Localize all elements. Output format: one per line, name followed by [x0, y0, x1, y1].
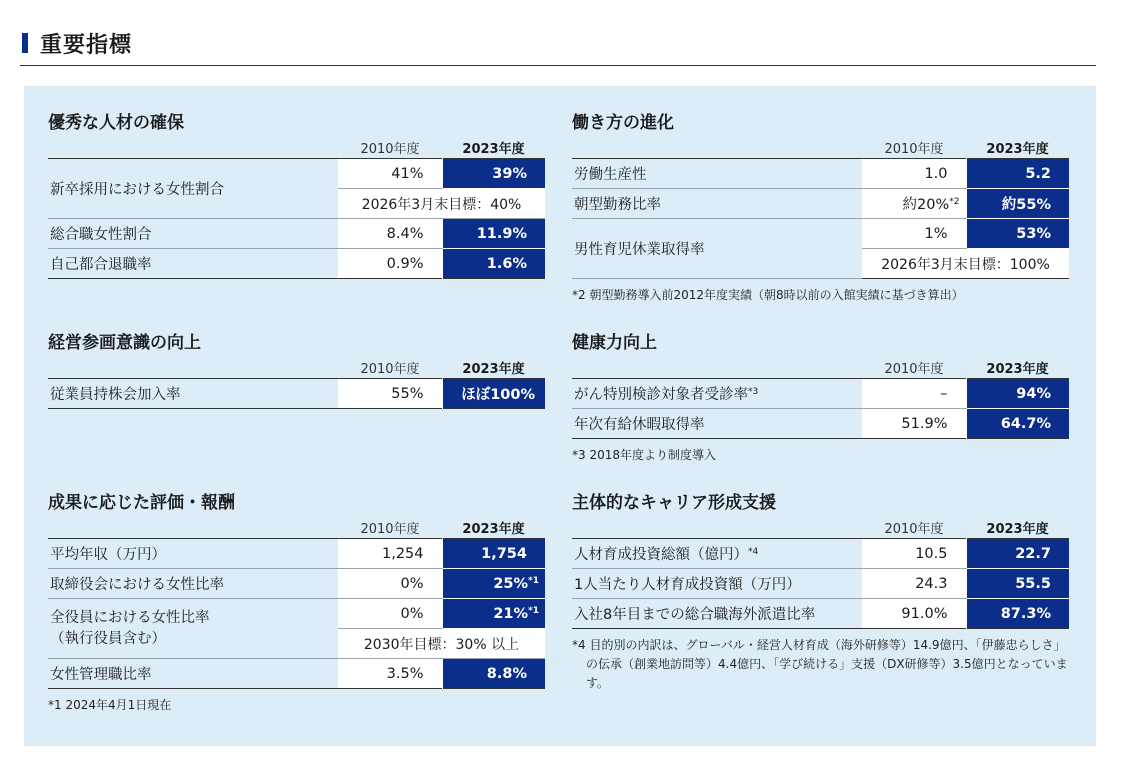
row-label: がん特別検診対象者受診率: [574, 387, 748, 403]
value-2023: 11.9%: [442, 219, 545, 249]
row-label-sub: （執行役員含む）: [50, 630, 166, 647]
row-label: 労働生産性: [572, 159, 862, 189]
footnote: *4 目的別の内訳は、グローバル・経営人材育成（海外研修等）14.9億円、「伊藤忠らしさ」の伝承（創業地訪問等）4.4億円、「学び続ける」支援（DX研修等）3.5億円となっています。: [572, 638, 1068, 690]
table-row: [572, 409, 1069, 439]
col-2023-header: 2023年度: [462, 522, 525, 537]
table-row: [48, 599, 545, 629]
metrics-panel: [24, 86, 1096, 746]
value-2023: 21%: [493, 605, 529, 622]
section-title: 健康力向上: [572, 333, 657, 353]
metrics-table: [48, 158, 545, 279]
value-2010: 8.4%: [338, 219, 442, 249]
row-label: 朝型勤務比率: [572, 189, 862, 219]
section-title: 優秀な人材の確保: [48, 113, 184, 133]
row-label-cell: [48, 599, 338, 659]
row-label: 女性管理職比率: [50, 667, 152, 683]
value-2010: 24.3: [862, 569, 966, 599]
target-note: 2026年3月末目標：40%: [338, 189, 545, 219]
table-row: [572, 189, 1069, 219]
table-row: [572, 599, 1069, 629]
metrics-table: [572, 538, 1069, 629]
col-2010-header: 2010年度: [360, 522, 420, 537]
value-2010: 10.5: [862, 539, 966, 569]
col-2023-header: 2023年度: [986, 362, 1049, 377]
column-headers: [572, 516, 1068, 538]
section-workstyle: [572, 110, 1068, 305]
value-2023: 約55%: [966, 189, 1069, 219]
value-2023: 53%: [966, 219, 1069, 249]
row-label: 新卒採用における女性割合: [48, 159, 338, 219]
target-note: 2030年目標：30% 以上: [338, 629, 545, 659]
table-row: [48, 219, 545, 249]
col-2010-header: 2010年度: [884, 142, 944, 157]
value-2023: 87.3%: [966, 599, 1069, 629]
row-label: 従業員持株会加入率: [50, 387, 181, 403]
table-row: [48, 539, 545, 569]
column-headers: [572, 356, 1068, 378]
value-2023: 22.7: [966, 539, 1069, 569]
table-row: [572, 219, 1069, 249]
table-row: [48, 249, 545, 279]
value-2010: 91.0%: [862, 599, 966, 629]
col-2010-header: 2010年度: [360, 142, 420, 157]
col-2010-header: 2010年度: [884, 522, 944, 537]
section-performance: [48, 490, 544, 715]
col-2010-header: 2010年度: [884, 362, 944, 377]
col-2023-header: 2023年度: [986, 142, 1049, 157]
value-2023: ほぼ100%: [442, 379, 545, 409]
value-2023: 1,754: [442, 539, 545, 569]
row-label: 平均年収（万円）: [48, 539, 338, 569]
table-row: [48, 569, 545, 599]
footnote-marker: *2: [949, 197, 960, 207]
row-label: 取締役会における女性比率: [48, 569, 338, 599]
value-2010: 1,254: [338, 539, 442, 569]
metrics-table: [48, 378, 545, 409]
section-title: 働き方の進化: [572, 113, 674, 133]
value-2010: 0%: [338, 599, 442, 629]
table-row: [48, 659, 545, 689]
col-2010-header: 2010年度: [360, 362, 420, 377]
table-row: [48, 159, 545, 189]
metrics-table: [48, 538, 545, 689]
value-2010: 1%: [862, 219, 966, 249]
row-label: 男性育児休業取得率: [572, 219, 862, 279]
col-2023-header: 2023年度: [986, 522, 1049, 537]
value-2010: 51.9%: [862, 409, 966, 439]
value-2010: 1.0: [862, 159, 966, 189]
section-talent: [48, 110, 544, 279]
value-2023-cell: [442, 569, 545, 599]
value-2010: 55%: [338, 379, 442, 409]
row-label: 入社8年目までの総合職海外派遣比率: [574, 607, 816, 623]
footnote-marker: *1: [528, 605, 539, 616]
footnote-marker: *1: [528, 575, 539, 586]
row-label: 人材育成投資総額（億円）: [574, 547, 748, 563]
value-2023: 55.5: [966, 569, 1069, 599]
column-headers: [48, 356, 544, 378]
column-headers: [48, 516, 544, 538]
value-2010: 0.9%: [338, 249, 442, 279]
section-career: [572, 490, 1068, 693]
value-2010: 3.5%: [338, 659, 442, 689]
section-title: 経営参画意識の向上: [48, 333, 201, 353]
section-health: [572, 330, 1068, 465]
metrics-table: [572, 378, 1069, 439]
footnote-marker: *3: [748, 387, 759, 397]
row-label: 全役員における女性比率: [50, 609, 210, 626]
row-label-cell: [572, 379, 862, 409]
section-title: 主体的なキャリア形成支援: [572, 493, 776, 513]
page-title: [20, 26, 1096, 66]
section-title: 成果に応じた評価・報酬: [48, 493, 235, 513]
value-2023: 64.7%: [966, 409, 1069, 439]
table-row: [48, 379, 545, 409]
table-row: [572, 379, 1069, 409]
value-2023: 5.2: [966, 159, 1069, 189]
section-participation: [48, 330, 544, 409]
value-2010: –: [862, 379, 966, 409]
footnote: *2 朝型勤務導入前2012年度実績（朝8時以前の入館実績に基づき算出）: [572, 288, 964, 302]
col-2023-header: 2023年度: [462, 142, 525, 157]
footnote-marker: *4: [748, 547, 759, 557]
value-2023: 39%: [442, 159, 545, 189]
table-row: [572, 569, 1069, 599]
table-row: [572, 159, 1069, 189]
title-accent-bar: [22, 33, 28, 53]
footnote: *1 2024年4月1日現在: [48, 698, 172, 712]
table-row: [572, 539, 1069, 569]
col-2023-header: 2023年度: [462, 362, 525, 377]
value-2010: 約20%: [902, 197, 950, 213]
row-label: 自己都合退職率: [50, 257, 152, 273]
row-label: 年次有給休暇取得率: [574, 417, 705, 433]
value-2010-cell: [862, 189, 966, 219]
target-note: 2026年3月末目標：100%: [862, 249, 1069, 279]
value-2010: 0%: [338, 569, 442, 599]
row-label-cell: [572, 539, 862, 569]
footnote: *3 2018年度より制度導入: [572, 448, 716, 462]
value-2023: 94%: [966, 379, 1069, 409]
value-2023: 25%: [493, 575, 529, 592]
value-2010: 41%: [338, 159, 442, 189]
value-2023: 1.6%: [442, 249, 545, 279]
page-title-text: 重要指標: [40, 33, 133, 58]
value-2023: 8.8%: [442, 659, 545, 689]
column-headers: [572, 136, 1068, 158]
value-2023-cell: [442, 599, 545, 629]
column-headers: [48, 136, 544, 158]
row-label: 1人当たり人材育成投資額（万円）: [572, 569, 862, 599]
row-label: 総合職女性割合: [48, 219, 338, 249]
metrics-table: [572, 158, 1069, 279]
